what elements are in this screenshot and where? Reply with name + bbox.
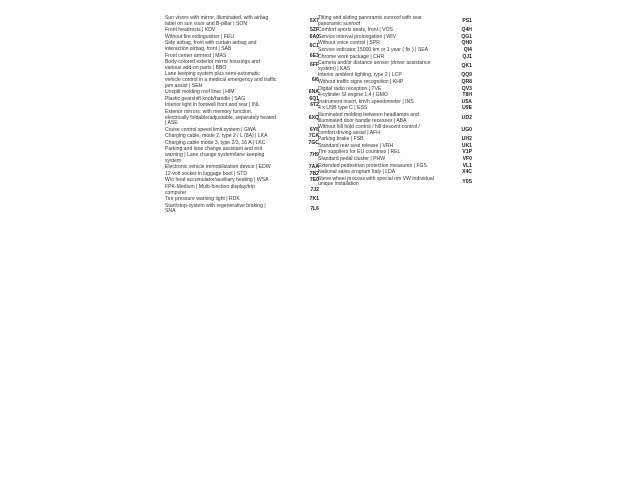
option-code: 7K1 xyxy=(309,196,319,203)
option-entry xyxy=(165,72,319,89)
option-entry xyxy=(318,48,472,54)
option-entry xyxy=(318,177,472,188)
option-code: UH2 xyxy=(461,136,472,143)
option-code: 7AA xyxy=(308,164,319,171)
option-description: Steve wheel process with special rim VW Individual unique installation xyxy=(318,175,434,188)
option-entry xyxy=(165,60,319,71)
option-code: QG1 xyxy=(461,33,472,40)
option-description: Tilting and sliding panoramic sunroof with rear panoramic sunroof xyxy=(318,15,422,27)
option-description: Digital radio reception | TVE xyxy=(318,85,382,92)
option-code: 6Q1 xyxy=(309,95,319,102)
option-code: QK1 xyxy=(461,62,472,69)
option-code: U5A xyxy=(461,98,472,105)
option-code: 6T2 xyxy=(310,102,319,109)
option-description: Start/stop-system with regenerative braking | SNA xyxy=(165,202,266,215)
option-entry xyxy=(165,204,319,215)
option-code: PS1 xyxy=(462,17,472,24)
option-code: 7L6 xyxy=(310,205,319,212)
option-description: Interior ambient lighting, type 2 | LCP xyxy=(318,72,402,79)
option-description: Without fire extinguisher | FEU xyxy=(165,33,234,40)
option-description: Cruise control speed limit system | GWA xyxy=(165,126,256,133)
option-description: Charging cable, mode 2, type 2 / L (8A) | LKA xyxy=(165,133,268,140)
option-entry xyxy=(318,170,472,176)
option-code: 6NA xyxy=(308,89,319,96)
option-description: Standard rear seat release | VRH xyxy=(318,142,394,149)
option-description: Standard pedal cluster | PHW xyxy=(318,156,386,163)
option-code: 5X7 xyxy=(309,17,319,24)
option-description: Front headrests | KDV xyxy=(165,27,216,34)
option-entry xyxy=(318,125,472,136)
option-entry xyxy=(318,16,472,27)
option-description: Parking brake | FSB xyxy=(318,136,364,143)
option-description: Illuminated molding between headlamps and illuminated door handle recesses | ABA xyxy=(318,111,419,124)
option-description: Camera and/or distance sensor (driver assistance system) | KAS xyxy=(318,60,431,72)
option-entry xyxy=(318,93,472,99)
option-code: X4C xyxy=(462,169,472,176)
option-entry xyxy=(318,80,472,86)
option-code: QQ9 xyxy=(461,72,472,79)
option-entry xyxy=(318,113,472,124)
option-description: Service indicator 15000 km or 1 year ( fix ) | SEA xyxy=(318,46,429,53)
option-description: Tire pressure warning light | RDK xyxy=(165,196,240,203)
option-entry xyxy=(165,197,319,203)
option-entry xyxy=(318,61,472,72)
option-description: Service interval prolongation | WIV xyxy=(318,33,397,40)
option-description: Interior light in footwell front and rear | INL xyxy=(165,102,260,109)
option-code: 7J2 xyxy=(310,186,319,193)
option-description: 4 x USB type C | ESS xyxy=(318,105,368,112)
option-entry xyxy=(165,165,319,171)
option-description: Body-colored exterior mirror housings and various add-on parts | BBO xyxy=(165,59,260,71)
option-description: 12-volt socket in luggage boot | STD xyxy=(165,170,248,177)
option-code: 6C1 xyxy=(309,43,319,50)
option-entry xyxy=(165,147,319,164)
option-code: U9E xyxy=(462,105,472,112)
option-code: 7CA xyxy=(308,133,319,140)
option-description: National sales program Italy | LDA xyxy=(318,169,396,176)
option-description: Electronic vehicle immobilization device | EDW xyxy=(165,164,271,171)
option-code: 6E3 xyxy=(309,52,319,59)
document-page xyxy=(158,16,474,476)
option-code: UG0 xyxy=(461,126,472,133)
option-description: Lane keeping system plus semi-automatic vehicle control in a medical emergency and traffic jam assist | SEH xyxy=(165,71,277,89)
option-description: Without hill hold control / hill descent control / comfort driving assist | AFH xyxy=(318,124,420,136)
option-code: 5ZF xyxy=(309,27,319,34)
option-code: 6FF xyxy=(309,61,319,68)
option-entry xyxy=(318,28,472,34)
option-description: Unsplit molding roof liner | HIM xyxy=(165,89,235,96)
option-description: Tire suppliers for EU countries | REL xyxy=(318,149,401,156)
option-entry xyxy=(165,110,319,127)
option-description: FPK-Medium | Multi-function display/trip computer xyxy=(165,184,255,196)
option-entry xyxy=(165,16,319,27)
option-entry xyxy=(318,157,472,163)
option-description: Charging cable mode 3, type 2/3, 16 A | LKC xyxy=(165,139,266,146)
option-entry xyxy=(165,28,319,34)
option-code: 7GC xyxy=(308,139,319,146)
option-code: T8H xyxy=(462,92,472,99)
option-entry xyxy=(165,185,319,196)
option-description: 4-cylinder SI engine 1.4 | GMO xyxy=(318,92,388,99)
option-entry xyxy=(165,41,319,52)
option-description: Chrome work package | CHR xyxy=(318,53,385,60)
option-description: Exterior mirrors: with memory function, electrically foldable/adjustable, separately heated | ASE xyxy=(165,108,277,127)
option-code: VL1 xyxy=(462,162,472,169)
option-description: Side airbag, front with curtain airbag and interaction airbag, front | SAB xyxy=(165,40,257,52)
option-code: VF0 xyxy=(462,156,472,163)
option-description: Parking and lane change assistant and exit warning | Lane change system/lane keeping system xyxy=(165,146,265,164)
option-code: QR8 xyxy=(461,78,472,85)
option-code: Q4H xyxy=(461,27,472,34)
option-code: UD2 xyxy=(461,114,472,121)
option-code: UK1 xyxy=(461,142,472,149)
option-code: QH0 xyxy=(461,40,472,47)
option-code: 7B2 xyxy=(309,170,319,177)
option-code: QI4 xyxy=(463,46,472,53)
option-description: Extended pedestrian protection measures | FGS xyxy=(318,162,427,169)
option-description: Without traffic signs recognition | KHP xyxy=(318,78,404,85)
option-description: Sun visors with mirror, illuminated, with airbag label on sun visor and B-pillar | SON xyxy=(165,15,269,27)
option-description: W/o heat accumulator/auxiliary heating | WSA xyxy=(165,177,269,184)
option-code: QJ1 xyxy=(462,53,472,60)
option-description: Plastic gearshift knob/handle | SAG xyxy=(165,95,246,102)
option-description: Comfort sports seats, front | VOS xyxy=(318,27,393,34)
option-entry xyxy=(165,90,319,96)
option-description: Without voice control | SPR xyxy=(318,40,380,47)
option-code: 7H9 xyxy=(309,152,319,159)
option-code: 6Y8 xyxy=(309,126,319,133)
option-code: QV3 xyxy=(461,85,472,92)
option-code: 6A0 xyxy=(309,33,319,40)
option-code: Y0S xyxy=(462,178,472,185)
right-options-column xyxy=(318,16,472,189)
option-description: Front center armrest | MAS xyxy=(165,52,227,59)
option-code: 6XQ xyxy=(308,114,319,121)
left-options-column xyxy=(165,16,319,216)
option-code: 7E0 xyxy=(309,177,319,184)
option-description: Instrument insert, km/h speedometer | INS xyxy=(318,98,414,105)
option-code: V1P xyxy=(462,149,472,156)
option-code: 6I6 xyxy=(311,76,319,83)
